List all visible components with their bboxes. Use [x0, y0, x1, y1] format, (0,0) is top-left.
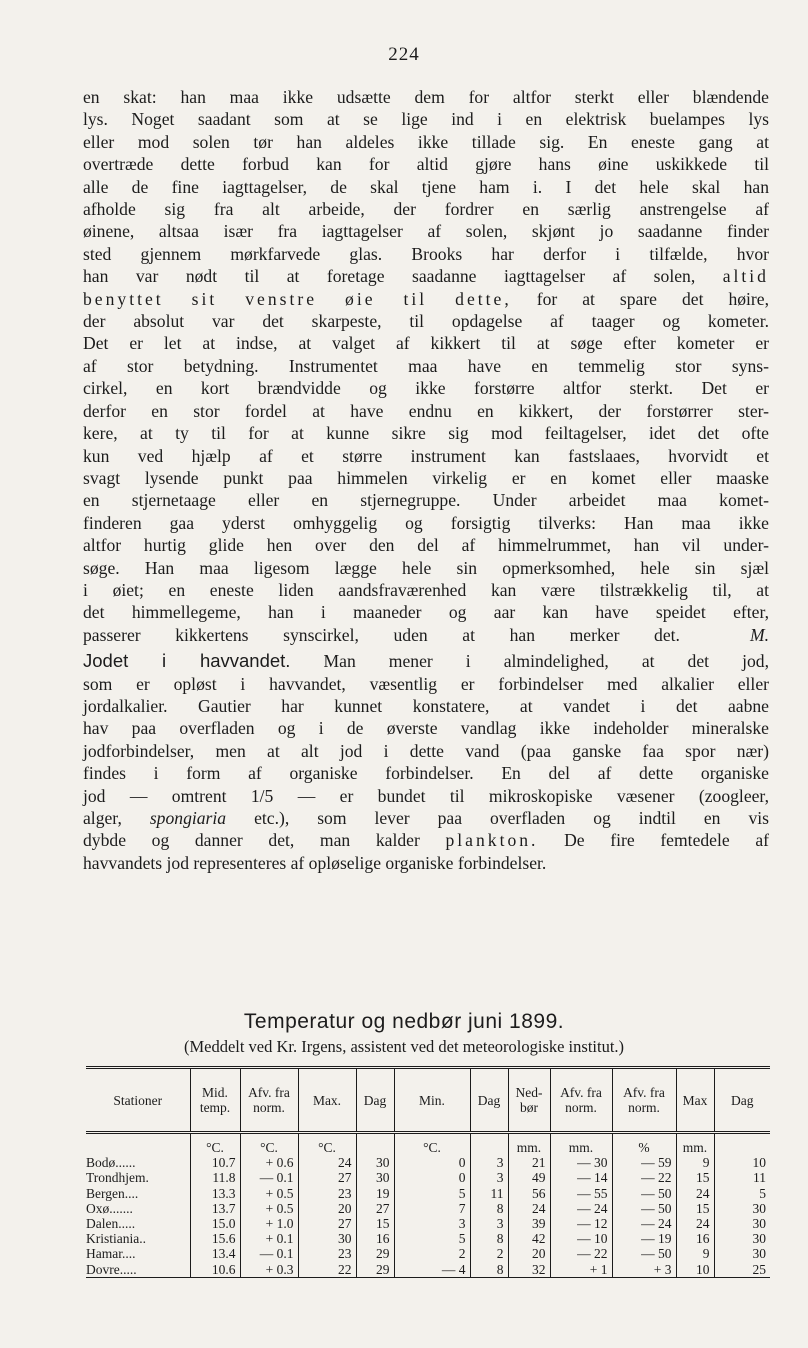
text-line: [83, 265, 769, 287]
text-line: findes i form af organiske forbindelser. En del af dette organiske: [83, 763, 769, 784]
table-cell: 30: [714, 1246, 770, 1261]
table-cell: 32: [508, 1262, 550, 1278]
text-line: en stjernetaage eller en stjernegruppe. Under arbeidet maa komet-: [83, 490, 769, 511]
text-line: [83, 829, 769, 851]
table-cell: 20: [298, 1201, 356, 1216]
unit-cell: °C.: [190, 1133, 240, 1156]
table-cell: 49: [508, 1170, 550, 1185]
table-cell: — 30: [550, 1155, 612, 1170]
text-line-part: etc.), som lever paa overfladen og indtil en vis: [226, 808, 769, 828]
table-cell: 13.4: [190, 1246, 240, 1261]
table-cell: — 19: [612, 1231, 676, 1246]
unit-cell: [86, 1133, 190, 1156]
table-cell: — 12: [550, 1216, 612, 1231]
table-cell: + 1.0: [240, 1216, 298, 1231]
emphasis-spongiaria: spongiaria: [149, 808, 227, 828]
table-cell: — 50: [612, 1246, 676, 1261]
table-cell: 3: [470, 1170, 508, 1185]
text-line: sted gjennem mørkfarvede glas. Brooks har derfor i tilfælde, hvor: [83, 243, 769, 264]
unit-cell: [714, 1133, 770, 1156]
text-line: [83, 807, 769, 829]
column-header: Ned-bør: [508, 1068, 550, 1133]
table-title: Temperatur og nedbør juni 1899.: [243, 1010, 565, 1033]
text-line: øinene, altsaa især fra iagttagelser af solen, skjønt jo saadanne finder: [83, 221, 769, 242]
table-cell: 8: [470, 1231, 508, 1246]
text-line: [83, 624, 769, 646]
table-cell: 5: [394, 1186, 470, 1201]
text-line: afholde sig fra alt arbeide, der fordrer en særlig anstrengelse af: [83, 199, 769, 220]
text-line-part: for at spare det høire,: [511, 288, 769, 309]
table-cell: 24: [676, 1186, 714, 1201]
text-line: jodforbindelser, men at alt jod i dette vand (paa ganske faa spor nær): [83, 740, 769, 761]
unit-cell: °C.: [298, 1133, 356, 1156]
table-cell: 27: [356, 1201, 394, 1216]
table-cell: + 0.3: [240, 1262, 298, 1278]
table-cell: 30: [714, 1216, 770, 1231]
units-row: [86, 1133, 770, 1156]
text-line-part: alger,: [83, 808, 150, 828]
text-line: eller mod solen tør han aldeles ikke tillade sig. En eneste gang at: [83, 131, 769, 152]
text-line: hav paa overfladen og i de øverste vandlag ikke indeholder mineralske: [83, 718, 769, 739]
table-row: [86, 1170, 770, 1185]
text-line-part: passerer kikkertens synscirkel, uden at han merker det.: [83, 624, 680, 645]
table-cell: 0: [394, 1155, 470, 1170]
table-cell: 3: [394, 1216, 470, 1231]
table-cell: 22: [298, 1262, 356, 1278]
table-cell: 30: [714, 1201, 770, 1216]
table-cell: 29: [356, 1246, 394, 1261]
table-cell: 15.0: [190, 1216, 240, 1231]
text-line: det himmellegeme, han i maaneder og aar kan have speidet efter,: [83, 602, 769, 623]
text-line-part: jod — omtrent: [83, 785, 251, 806]
table-cell: + 0.6: [240, 1155, 298, 1170]
table-cell: — 24: [550, 1201, 612, 1216]
table-cell: 30: [356, 1170, 394, 1185]
table-cell: 19: [356, 1186, 394, 1201]
table-cell: 29: [356, 1262, 394, 1278]
table-cell: 5: [394, 1231, 470, 1246]
table-cell: — 50: [612, 1201, 676, 1216]
text-line: overtræde dette forbud kan for altid gjøre hans øine uskikkede til: [83, 154, 769, 175]
table-cell: 10: [714, 1155, 770, 1170]
table-cell: 24: [676, 1216, 714, 1231]
column-header: Afv. fra norm.: [550, 1068, 612, 1133]
table-cell: 20: [508, 1246, 550, 1261]
table-cell: 56: [508, 1186, 550, 1201]
unit-cell: mm.: [508, 1133, 550, 1156]
table-cell: 30: [356, 1155, 394, 1170]
table-row: [86, 1262, 770, 1278]
text-line: af stor betydning. Instrumentet maa have en temmelig stor syns-: [83, 355, 769, 376]
column-header: Stationer: [86, 1068, 190, 1133]
table-cell: — 22: [550, 1246, 612, 1261]
table-cell: — 22: [612, 1170, 676, 1185]
unit-cell: %: [612, 1133, 676, 1156]
emphasis-venstre-oie: benyttet sit venstre øie til dette,: [83, 288, 512, 309]
text-line: finderen gaa yderst omhyggelig og forsigtig tilverks: Han maa ikke: [83, 512, 769, 533]
unit-cell: °C.: [394, 1133, 470, 1156]
table-cell: 7: [394, 1201, 470, 1216]
text-line: altfor hurtig glide hen over den del af himmelrummet, han vil under-: [83, 535, 769, 556]
column-header: Min.: [394, 1068, 470, 1133]
text-line: Det er let at indse, at valget af kikkert til at søge efter kometer er: [83, 333, 769, 354]
station-name: Dalen.....: [86, 1216, 136, 1232]
station-name: Bodø......: [86, 1155, 136, 1171]
unit-cell: [356, 1133, 394, 1156]
text-line: jordalkalier. Gautier har kunnet konstatere, at vandet i det aabne: [83, 695, 769, 716]
table-body: [86, 1133, 770, 1278]
table-cell: 8: [470, 1201, 508, 1216]
table-cell: 24: [298, 1155, 356, 1170]
text-line: kun ved hjælp af et større instrument kan fastslaaes, hvorvidt et: [83, 445, 769, 466]
text-line: som er opløst i havvandet, væsentlig er forbindelser med alkalier eller: [83, 673, 769, 694]
table-cell: 27: [298, 1170, 356, 1185]
weather-table: [86, 1066, 770, 1278]
table-cell: + 0.5: [240, 1201, 298, 1216]
text-line: der absolut var det skarpeste, til opdagelse af taager og kometer.: [83, 311, 769, 332]
text-line: cirkel, en kort brændvidde og ikke forstørre altfor sterkt. Det er: [83, 378, 769, 399]
table-cell: — 4: [394, 1262, 470, 1278]
table-cell: 3: [470, 1216, 508, 1231]
table-cell: 5: [714, 1186, 770, 1201]
table-row: [86, 1246, 770, 1261]
text-line: derfor en stor fordel at have endnu en kikkert, der forstørrer ster-: [83, 400, 769, 421]
table-cell: 42: [508, 1231, 550, 1246]
text-line-part: han var nødt til at foretage saadanne iagttagelser af solen,: [83, 266, 696, 287]
table-cell: 15.6: [190, 1231, 240, 1246]
table-cell: — 24: [612, 1216, 676, 1231]
table-cell: 3: [470, 1155, 508, 1170]
text-line: [83, 288, 769, 310]
table-cell: 11: [714, 1170, 770, 1185]
text-line: [83, 785, 769, 807]
table-subtitle: (Meddelt ved Kr. Irgens, assistent ved det meteorologiske institut.): [183, 1037, 625, 1056]
column-header: Dag: [714, 1068, 770, 1133]
column-header: Dag: [356, 1068, 394, 1133]
station-name: Dovre.....: [86, 1261, 137, 1277]
station-name: Hamar....: [86, 1246, 136, 1262]
table-cell: 23: [298, 1246, 356, 1261]
table-row: [86, 1216, 770, 1231]
text-line-part: dybde og danner det, man kalder: [83, 830, 446, 851]
author-signature: M.: [749, 624, 769, 645]
table-cell: — 10: [550, 1231, 612, 1246]
table-cell: 2: [470, 1246, 508, 1261]
section-heading: Jodet i havvandet.: [83, 650, 291, 672]
table-cell: 15: [676, 1201, 714, 1216]
fraction: 1/5: [250, 785, 274, 806]
text-line: i øiet; en eneste liden aandsfraværenhed kan være tilstrækkelig til, at: [83, 579, 769, 600]
table-cell: 9: [676, 1246, 714, 1261]
table-cell: + 1: [550, 1262, 612, 1278]
text-line: kere, at ty til for at kunne sikre sig mod feiltagelser, idet det ofte: [83, 423, 769, 444]
table-cell: 39: [508, 1216, 550, 1231]
column-header: Max.: [298, 1068, 356, 1133]
weather-table-grid: [86, 1066, 770, 1278]
table-cell: 27: [298, 1216, 356, 1231]
emphasis-altid: altid: [722, 266, 769, 287]
text-line: [83, 650, 769, 672]
table-cell: 2: [394, 1246, 470, 1261]
table-cell: — 50: [612, 1186, 676, 1201]
text-line: havvandets jod representeres af opløselige organiske forbindelser.: [83, 852, 547, 873]
table-cell: — 0.1: [240, 1246, 298, 1261]
text-line: lys. Noget saadant som at se lige ind i en elektrisk buelampes lys: [83, 109, 769, 130]
table-cell: 9: [676, 1155, 714, 1170]
column-header: Max: [676, 1068, 714, 1133]
unit-cell: °C.: [240, 1133, 298, 1156]
text-line: en skat: han maa ikke udsætte dem for altfor sterkt eller blændende: [83, 87, 769, 107]
table-cell: 30: [714, 1231, 770, 1246]
text-line-part: Man mener i almindelighed, at det jod,: [290, 651, 769, 672]
table-cell: 25: [714, 1262, 770, 1278]
table-cell: 0: [394, 1170, 470, 1185]
table-cell: 11.8: [190, 1170, 240, 1185]
text-line-part: De fire femtedele af: [538, 830, 769, 851]
table-row: [86, 1186, 770, 1201]
emphasis-plankton: plankton.: [445, 830, 539, 851]
table-cell: 10: [676, 1262, 714, 1278]
table-cell: 15: [676, 1170, 714, 1185]
header-row: [86, 1068, 770, 1133]
table-cell: + 0.5: [240, 1186, 298, 1201]
table-cell: — 14: [550, 1170, 612, 1185]
station-name: Oxø.......: [86, 1200, 133, 1216]
unit-cell: mm.: [550, 1133, 612, 1156]
table-cell: — 59: [612, 1155, 676, 1170]
page-number: 224: [388, 44, 420, 65]
table-cell: 16: [676, 1231, 714, 1246]
station-name: Kristiania..: [86, 1231, 146, 1247]
table-row: [86, 1231, 770, 1246]
table-cell: 11: [470, 1186, 508, 1201]
unit-cell: [470, 1133, 508, 1156]
table-cell: 21: [508, 1155, 550, 1170]
table-cell: + 3: [612, 1262, 676, 1278]
table-row: [86, 1201, 770, 1216]
text-line: alle de fine iagttagelser, de skal tjene ham i. I det hele skal han: [83, 176, 769, 197]
text-line: svagt lysende punkt paa himmelen virkelig er en komet eller maaske: [83, 467, 769, 488]
text-line: søge. Han maa ligesom lægge hele sin opmerksomhed, hele sin sjæl: [83, 557, 769, 578]
table-cell: — 55: [550, 1186, 612, 1201]
table-cell: 10.6: [190, 1262, 240, 1278]
station-name: Bergen....: [86, 1185, 139, 1201]
table-cell: 13.3: [190, 1186, 240, 1201]
unit-cell: mm.: [676, 1133, 714, 1156]
column-header: Afv. fra norm.: [240, 1068, 298, 1133]
column-header: Mid. temp.: [190, 1068, 240, 1133]
column-header: Afv. fra norm.: [612, 1068, 676, 1133]
table-cell: 30: [298, 1231, 356, 1246]
table-cell: 23: [298, 1186, 356, 1201]
table-cell: 13.7: [190, 1201, 240, 1216]
table-cell: 16: [356, 1231, 394, 1246]
table-cell: 8: [470, 1262, 508, 1278]
table-cell: 10.7: [190, 1155, 240, 1170]
body-text: [83, 86, 769, 874]
text-line-part: — er bundet til mikroskopiske væsener (zoogleer,: [273, 785, 769, 806]
table-cell: 24: [508, 1201, 550, 1216]
table-cell: 15: [356, 1216, 394, 1231]
column-header: Dag: [470, 1068, 508, 1133]
table-cell: + 0.1: [240, 1231, 298, 1246]
table-row: [86, 1155, 770, 1170]
table-cell: — 0.1: [240, 1170, 298, 1185]
station-name: Trondhjem.: [86, 1170, 149, 1186]
